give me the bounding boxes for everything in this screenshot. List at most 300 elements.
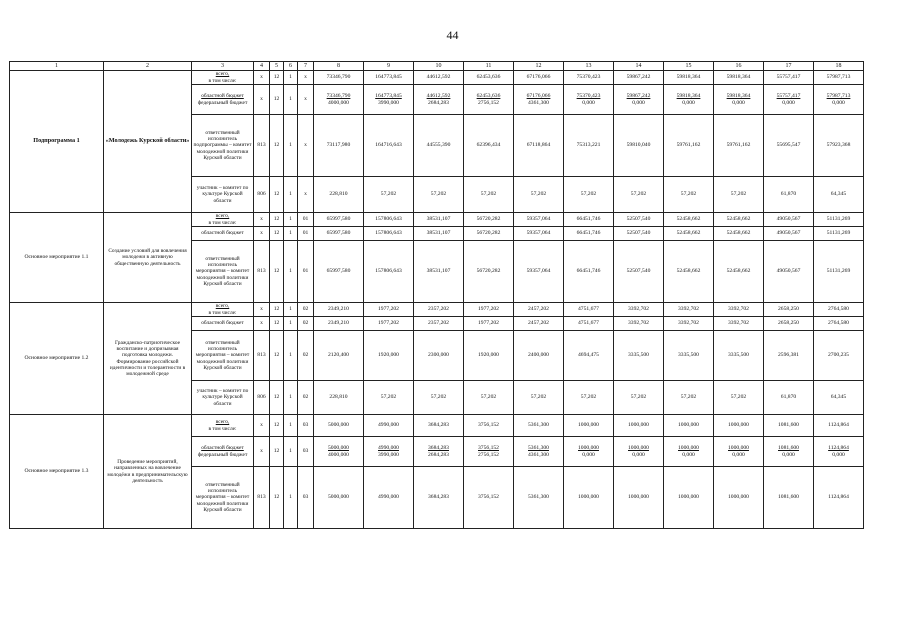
cell-text: 1081,600 xyxy=(778,494,799,501)
value-cell xyxy=(464,317,514,331)
cell-text: 75370,423 xyxy=(576,93,601,100)
cell-text: 52458,662 xyxy=(676,216,701,223)
code-cell: 12 xyxy=(270,317,284,331)
cell-text: в том числе: xyxy=(208,309,237,316)
value-cell xyxy=(814,85,864,115)
cell-text: 1000,000 xyxy=(678,445,699,452)
value-cell xyxy=(664,213,714,227)
cell-text: областной бюджет xyxy=(201,230,244,237)
cell-text: 52458,662 xyxy=(676,230,701,237)
cell-text: 0,000 xyxy=(732,99,745,106)
value-cell xyxy=(564,71,614,85)
cell-text: 73117,980 xyxy=(326,142,351,149)
cell-text: 2658,250 xyxy=(778,320,799,327)
cell-text: 55757,417 xyxy=(776,93,801,100)
code-cell: 1 xyxy=(284,85,298,115)
cell-text: 2658,250 xyxy=(778,306,799,313)
cell-text: 5000,000 xyxy=(328,422,349,429)
row-group-title: Основное мероприятие 1.2 xyxy=(10,303,104,415)
cell-text: 3392,702 xyxy=(678,306,699,313)
cell-text: 1000,000 xyxy=(628,445,649,452)
value-cell xyxy=(414,381,464,415)
cell-text: 59761,162 xyxy=(726,142,751,149)
value-cell xyxy=(314,381,364,415)
cell-text: 0,000 xyxy=(682,451,695,458)
cell-text: 65997,580 xyxy=(326,230,351,237)
cell-text: 57,202 xyxy=(630,191,647,198)
value-cell xyxy=(614,303,664,317)
value-cell xyxy=(764,437,814,467)
value-cell xyxy=(364,115,414,177)
header-cell: 6 xyxy=(284,62,298,71)
cell-text: 3684,283 xyxy=(428,445,449,452)
table-row xyxy=(10,71,864,85)
cell-text: 2764,580 xyxy=(828,306,849,313)
value-cell xyxy=(664,437,714,467)
cell-text: 59867,242 xyxy=(626,93,651,100)
value-cell xyxy=(414,467,464,529)
header-cell: 16 xyxy=(714,62,764,71)
cell-text: 2596,381 xyxy=(778,352,799,359)
code-cell: х xyxy=(254,71,270,85)
value-cell xyxy=(464,437,514,467)
cell-text: 1000,000 xyxy=(628,422,649,429)
funding-source-cell xyxy=(192,303,254,317)
cell-text: 0,000 xyxy=(582,99,595,106)
code-cell: 813 xyxy=(254,241,270,303)
cell-text: 38531,107 xyxy=(426,268,451,275)
cell-text: 57,202 xyxy=(680,394,697,401)
value-cell xyxy=(514,381,564,415)
value-cell xyxy=(814,331,864,381)
code-cell: 01 xyxy=(298,213,314,227)
funding-source-cell xyxy=(192,381,254,415)
cell-text: 52507,540 xyxy=(626,230,651,237)
funding-source-cell xyxy=(192,213,254,227)
cell-text: 3335,500 xyxy=(728,352,749,359)
value-cell xyxy=(614,415,664,437)
value-cell xyxy=(764,415,814,437)
value-cell xyxy=(814,467,864,529)
code-cell: 02 xyxy=(298,331,314,381)
cell-text: 2349,210 xyxy=(328,320,349,327)
row-group-title: Основное мероприятие 1.3 xyxy=(10,415,104,529)
cell-text: 62396,434 xyxy=(476,142,501,149)
value-cell xyxy=(764,317,814,331)
value-cell xyxy=(664,177,714,213)
cell-text: 57,202 xyxy=(580,394,597,401)
cell-text: 52458,662 xyxy=(676,268,701,275)
table-row xyxy=(10,415,864,437)
cell-text: 4694,475 xyxy=(578,352,599,359)
header-cell: 9 xyxy=(364,62,414,71)
cell-text: 44555,390 xyxy=(426,142,451,149)
value-cell xyxy=(364,71,414,85)
value-cell xyxy=(714,213,764,227)
code-cell: 12 xyxy=(270,115,284,177)
code-cell: х xyxy=(254,303,270,317)
cell-text: 67176,066 xyxy=(526,93,551,100)
cell-text: 57,202 xyxy=(530,191,547,198)
value-cell xyxy=(364,467,414,529)
code-cell: 1 xyxy=(284,381,298,415)
value-cell xyxy=(614,317,664,331)
value-cell xyxy=(314,467,364,529)
header-cell: 15 xyxy=(664,62,714,71)
value-cell xyxy=(514,415,564,437)
value-cell xyxy=(364,241,414,303)
value-cell xyxy=(614,227,664,241)
cell-text: 57,202 xyxy=(630,394,647,401)
code-cell: х xyxy=(298,85,314,115)
header-cell: 3 xyxy=(192,62,254,71)
cell-text: в том числе: xyxy=(208,425,237,432)
value-cell xyxy=(314,437,364,467)
code-cell: х xyxy=(298,71,314,85)
value-cell xyxy=(414,71,464,85)
value-cell xyxy=(714,115,764,177)
cell-text: областной бюджет xyxy=(201,320,244,327)
code-cell: 02 xyxy=(298,303,314,317)
cell-text: всего, xyxy=(215,213,230,220)
value-cell xyxy=(714,227,764,241)
code-cell: х xyxy=(254,317,270,331)
funding-source-cell xyxy=(192,85,254,115)
value-cell xyxy=(564,415,614,437)
code-cell: 12 xyxy=(270,303,284,317)
value-cell xyxy=(414,331,464,381)
funding-source-cell xyxy=(192,467,254,529)
code-cell: 02 xyxy=(298,317,314,331)
header-cell: 11 xyxy=(464,62,514,71)
cell-text: 1081,600 xyxy=(778,445,799,452)
value-cell xyxy=(764,227,814,241)
value-cell xyxy=(714,381,764,415)
cell-text: 1000,000 xyxy=(578,422,599,429)
code-cell: 1 xyxy=(284,213,298,227)
code-cell: 1 xyxy=(284,317,298,331)
code-cell: 12 xyxy=(270,241,284,303)
cell-text: 0,000 xyxy=(782,99,795,106)
row-group-description: «Молодежь Курской области» xyxy=(104,71,192,213)
code-cell: 12 xyxy=(270,381,284,415)
value-cell xyxy=(614,437,664,467)
value-cell xyxy=(764,241,814,303)
cell-text: 59818,364 xyxy=(676,93,701,100)
cell-text: 0,000 xyxy=(782,451,795,458)
header-cell: 1 xyxy=(10,62,104,71)
header-cell: 12 xyxy=(514,62,564,71)
cell-text: 55757,417 xyxy=(776,74,801,81)
code-cell: х xyxy=(254,227,270,241)
funding-source-cell xyxy=(192,241,254,303)
cell-text: 164773,845 xyxy=(375,74,402,81)
code-cell: 12 xyxy=(270,213,284,227)
cell-text: 57,202 xyxy=(480,394,497,401)
cell-text: 2349,210 xyxy=(328,306,349,313)
value-cell xyxy=(664,303,714,317)
cell-text: ответственный исполнитель мероприятия – комитет молодежной политики Курской области xyxy=(195,256,250,287)
code-cell: 1 xyxy=(284,467,298,529)
cell-text: 56720,282 xyxy=(476,230,501,237)
value-cell xyxy=(614,381,664,415)
code-cell: 03 xyxy=(298,415,314,437)
cell-text: 59818,364 xyxy=(676,74,701,81)
cell-text: 52458,662 xyxy=(726,230,751,237)
cell-text: 3684,283 xyxy=(428,422,449,429)
value-cell xyxy=(614,115,664,177)
cell-text: 4990,000 xyxy=(378,422,399,429)
header-cell: 2 xyxy=(104,62,192,71)
code-cell: 813 xyxy=(254,331,270,381)
cell-text: 2700,235 xyxy=(828,352,849,359)
cell-text: 5000,000 xyxy=(328,445,349,452)
value-cell xyxy=(314,227,364,241)
value-cell xyxy=(814,241,864,303)
value-cell xyxy=(414,227,464,241)
value-cell xyxy=(414,213,464,227)
cell-text: 49050,567 xyxy=(776,216,801,223)
funding-source-cell xyxy=(192,71,254,85)
value-cell xyxy=(564,331,614,381)
cell-text: участник – комитет по культуре Курской области xyxy=(196,185,249,204)
value-cell xyxy=(464,467,514,529)
value-cell xyxy=(514,177,564,213)
code-cell: х xyxy=(254,213,270,227)
cell-text: 157806,643 xyxy=(375,216,402,223)
cell-text: 2684,283 xyxy=(428,451,449,458)
cell-text: 4751,677 xyxy=(578,320,599,327)
cell-text: 1000,000 xyxy=(578,445,599,452)
header-row xyxy=(10,62,864,71)
cell-text: 64,345 xyxy=(830,191,847,198)
value-cell xyxy=(564,85,614,115)
code-cell: 12 xyxy=(270,415,284,437)
cell-text: 2457,202 xyxy=(528,306,549,313)
value-cell xyxy=(464,213,514,227)
code-cell: 1 xyxy=(284,303,298,317)
funding-source-cell xyxy=(192,437,254,467)
cell-text: 4990,000 xyxy=(378,494,399,501)
cell-text: областной бюджет xyxy=(201,93,244,100)
value-cell xyxy=(514,213,564,227)
cell-text: 1000,000 xyxy=(728,494,749,501)
value-cell xyxy=(814,317,864,331)
cell-text: 4000,000 xyxy=(328,451,349,458)
value-cell xyxy=(464,381,514,415)
code-cell: 813 xyxy=(254,115,270,177)
cell-text: 4361,300 xyxy=(528,451,549,458)
value-cell xyxy=(564,317,614,331)
value-cell xyxy=(764,381,814,415)
cell-text: 4751,677 xyxy=(578,306,599,313)
value-cell xyxy=(764,213,814,227)
value-cell xyxy=(364,415,414,437)
cell-text: 52507,540 xyxy=(626,268,651,275)
funding-source-cell xyxy=(192,177,254,213)
value-cell xyxy=(514,227,564,241)
value-cell xyxy=(464,71,514,85)
cell-text: ответственный исполнитель подпрограммы – комитет молодежной политики Курской области xyxy=(193,130,252,161)
cell-text: 4361,300 xyxy=(528,99,549,106)
code-cell: 12 xyxy=(270,331,284,381)
header-cell: 5 xyxy=(270,62,284,71)
cell-text: 3990,000 xyxy=(378,99,399,106)
value-cell xyxy=(714,71,764,85)
cell-text: 61,870 xyxy=(780,191,797,198)
value-cell xyxy=(464,115,514,177)
value-cell xyxy=(314,303,364,317)
value-cell xyxy=(814,381,864,415)
cell-text: 2400,000 xyxy=(528,352,549,359)
value-cell xyxy=(364,85,414,115)
cell-text: 59357,064 xyxy=(526,216,551,223)
value-cell xyxy=(664,115,714,177)
code-cell: х xyxy=(298,177,314,213)
cell-text: 157806,643 xyxy=(375,268,402,275)
value-cell xyxy=(664,85,714,115)
cell-text: 164773,845 xyxy=(375,93,402,100)
cell-text: 66451,746 xyxy=(576,230,601,237)
cell-text: областной бюджет xyxy=(201,445,244,452)
cell-text: 57,202 xyxy=(380,191,397,198)
cell-text: 51131,269 xyxy=(826,230,851,237)
cell-text: 49050,567 xyxy=(776,230,801,237)
cell-text: 52458,662 xyxy=(726,268,751,275)
cell-text: 59761,162 xyxy=(676,142,701,149)
value-cell xyxy=(764,85,814,115)
value-cell xyxy=(514,317,564,331)
header-cell: 8 xyxy=(314,62,364,71)
cell-text: 57,202 xyxy=(380,394,397,401)
cell-text: 38531,107 xyxy=(426,230,451,237)
cell-text: 3392,702 xyxy=(628,306,649,313)
cell-text: 67176,066 xyxy=(526,74,551,81)
cell-text: 1000,000 xyxy=(728,422,749,429)
value-cell xyxy=(814,415,864,437)
cell-text: 1977,202 xyxy=(478,320,499,327)
value-cell xyxy=(514,85,564,115)
cell-text: 66451,746 xyxy=(576,268,601,275)
cell-text: 3756,152 xyxy=(478,494,499,501)
cell-text: 57,202 xyxy=(730,191,747,198)
value-cell xyxy=(664,227,714,241)
value-cell xyxy=(464,303,514,317)
cell-text: 0,000 xyxy=(632,451,645,458)
cell-text: 57987,713 xyxy=(826,93,851,100)
value-cell xyxy=(414,317,464,331)
value-cell xyxy=(714,241,764,303)
value-cell xyxy=(364,303,414,317)
cell-text: 157806,643 xyxy=(375,230,402,237)
cell-text: 1920,000 xyxy=(478,352,499,359)
value-cell xyxy=(564,467,614,529)
value-cell xyxy=(714,317,764,331)
cell-text: 3335,500 xyxy=(628,352,649,359)
row-group-title: Подпрограмма 1 xyxy=(10,71,104,213)
cell-text: 1977,202 xyxy=(378,306,399,313)
cell-text: 59867,242 xyxy=(626,74,651,81)
value-cell xyxy=(614,331,664,381)
cell-text: 57923,368 xyxy=(826,142,851,149)
cell-text: 49050,567 xyxy=(776,268,801,275)
value-cell xyxy=(514,467,564,529)
funding-source-cell xyxy=(192,415,254,437)
header-cell: 14 xyxy=(614,62,664,71)
cell-text: 57,202 xyxy=(530,394,547,401)
value-cell xyxy=(514,331,564,381)
cell-text: в том числе: xyxy=(208,77,237,84)
value-cell xyxy=(664,381,714,415)
cell-text: 73346,790 xyxy=(326,93,351,100)
cell-text: 1000,000 xyxy=(678,422,699,429)
value-cell xyxy=(364,331,414,381)
code-cell: 01 xyxy=(298,227,314,241)
value-cell xyxy=(314,331,364,381)
cell-text: 2120,400 xyxy=(328,352,349,359)
code-cell: 12 xyxy=(270,71,284,85)
header-cell: 17 xyxy=(764,62,814,71)
value-cell xyxy=(814,115,864,177)
value-cell xyxy=(564,227,614,241)
value-cell xyxy=(464,415,514,437)
cell-text: 62453,636 xyxy=(476,74,501,81)
value-cell xyxy=(614,85,664,115)
cell-text: 52458,662 xyxy=(726,216,751,223)
value-cell xyxy=(564,177,614,213)
cell-text: в том числе: xyxy=(208,219,237,226)
value-cell xyxy=(414,177,464,213)
cell-text: федеральный бюджет xyxy=(197,99,248,106)
cell-text: 51131,269 xyxy=(826,268,851,275)
value-cell xyxy=(614,213,664,227)
value-cell xyxy=(764,177,814,213)
cell-text: 38531,107 xyxy=(426,216,451,223)
cell-text: 5361,300 xyxy=(528,445,549,452)
value-cell xyxy=(764,71,814,85)
value-cell xyxy=(764,303,814,317)
value-cell xyxy=(614,177,664,213)
value-cell xyxy=(764,115,814,177)
cell-text: 228,810 xyxy=(329,191,348,198)
value-cell xyxy=(514,115,564,177)
header-cell: 18 xyxy=(814,62,864,71)
cell-text: 3335,500 xyxy=(678,352,699,359)
cell-text: 1124,864 xyxy=(828,445,849,452)
cell-text: 4000,000 xyxy=(328,99,349,106)
code-cell: 806 xyxy=(254,177,270,213)
cell-text: 1124,864 xyxy=(828,422,849,429)
code-cell: 1 xyxy=(284,177,298,213)
cell-text: 2764,580 xyxy=(828,320,849,327)
value-cell xyxy=(314,415,364,437)
value-cell xyxy=(564,303,614,317)
code-cell: 1 xyxy=(284,331,298,381)
cell-text: 0,000 xyxy=(582,451,595,458)
value-cell xyxy=(364,317,414,331)
code-cell: 12 xyxy=(270,437,284,467)
cell-text: 65997,580 xyxy=(326,216,351,223)
cell-text: 0,000 xyxy=(832,451,845,458)
value-cell xyxy=(414,241,464,303)
code-cell: 1 xyxy=(284,71,298,85)
cell-text: 65997,580 xyxy=(326,268,351,275)
cell-text: федеральный бюджет xyxy=(197,451,248,458)
cell-text: 44612,592 xyxy=(426,93,451,100)
cell-text: 62453,636 xyxy=(476,93,501,100)
cell-text: 3392,702 xyxy=(628,320,649,327)
cell-text: 56720,282 xyxy=(476,268,501,275)
